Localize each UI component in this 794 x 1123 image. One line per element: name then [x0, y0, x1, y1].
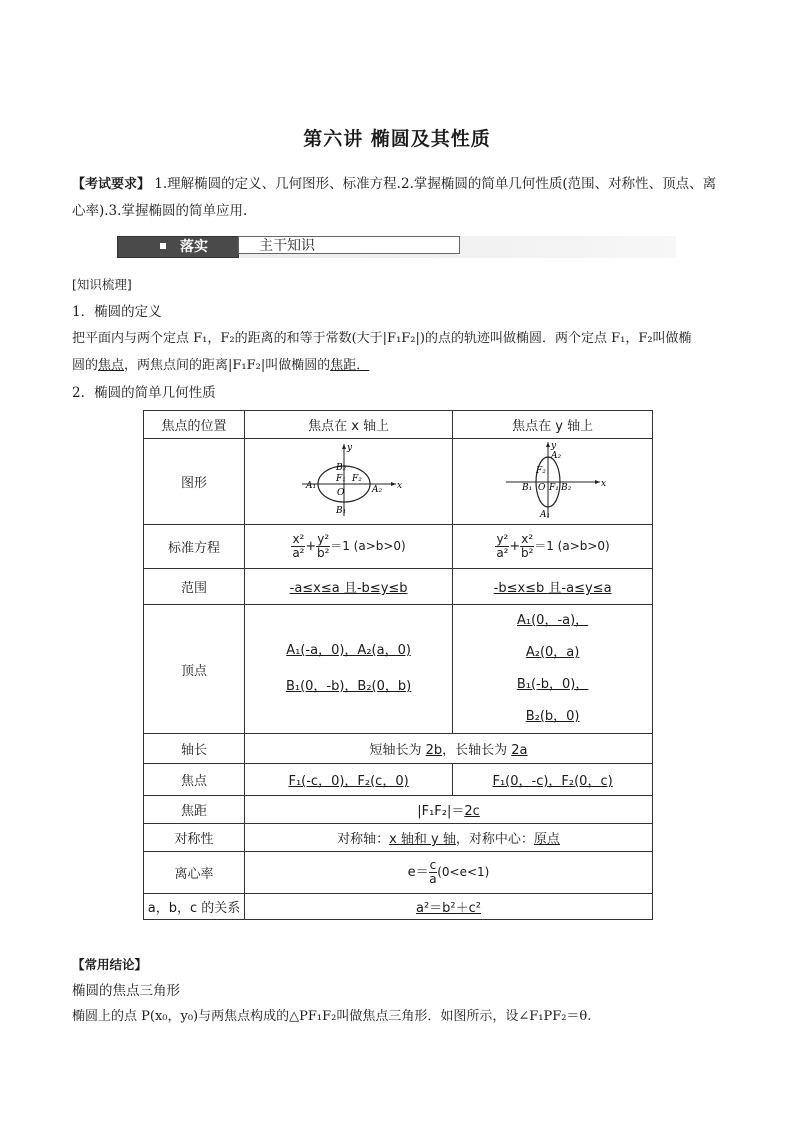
- symmetry-center: 原点: [533, 832, 560, 847]
- conclusion-heading-label: 【常用结论】: [72, 957, 148, 972]
- denominator: b²: [317, 546, 330, 560]
- range-y: [453, 569, 653, 605]
- requirements-label: 【考试要求】: [72, 177, 151, 192]
- row-label: 焦点: [144, 764, 245, 796]
- conclusion-line: 椭圆上的点 P(x₀，y₀)与两焦点构成的△PF₁F₂叫做焦点三角形．如图所示，设∠F₁PF₂＝θ.: [72, 1009, 592, 1024]
- knowledge-heading: [知识梳理]: [72, 277, 132, 292]
- row-label: 离心率: [144, 852, 245, 894]
- abc-relation-value: a²＝b²＋c²: [415, 901, 481, 916]
- row-label: 顶点: [144, 605, 245, 734]
- focal-distance-value: 2c: [464, 804, 480, 819]
- origin-label: O: [336, 487, 344, 498]
- def-text: ．: [356, 358, 370, 373]
- symmetry-axes: x 轴和 y 轴: [389, 832, 456, 847]
- vertex-a2: A₂(0，a): [525, 645, 580, 660]
- row-label: 标准方程: [144, 525, 245, 569]
- axis-label: y: [550, 440, 556, 451]
- equation-rhs: ＝1 (a>b>0): [330, 539, 406, 553]
- symmetry-text: ，对称中心：: [455, 832, 534, 847]
- axis-label: y: [346, 442, 352, 453]
- table-row: [144, 852, 653, 894]
- point-label: A₂: [371, 484, 382, 495]
- vertex-b2: B₂(b，0): [525, 709, 580, 724]
- table-row: [144, 525, 653, 569]
- eccentricity: [245, 852, 653, 894]
- table-row: [144, 411, 653, 439]
- point-label: F₂: [351, 473, 362, 484]
- definition-line2: [72, 356, 369, 376]
- foci-x: [245, 764, 453, 796]
- fraction: [495, 533, 509, 560]
- figure-vertical-ellipse: [453, 439, 653, 525]
- numerator: y²: [496, 532, 509, 546]
- vertices-x: [245, 605, 453, 734]
- axis-text: ，长轴长为: [442, 743, 512, 758]
- point-label: F₁: [335, 473, 346, 484]
- def-term-focus: 焦点: [98, 358, 125, 373]
- foci-y-value: F₁(0，-c)，F₂(0，c): [492, 774, 613, 789]
- eccentricity-range: (0<e<1): [437, 865, 490, 879]
- equation-x: $\frac{\text{x²}}{\text{a²}}$ + $\frac{\text{y²}}{\text{b²}}$ ＝1 (a>b>0): [245, 525, 453, 569]
- section-bar-left-label: 落实: [180, 239, 208, 255]
- section-bar-left: [117, 236, 239, 258]
- requirements-text: 1.理解椭圆的定义、几何图形、标准方程.2.掌握椭圆的简单几何性质(范围、对称性、顶点、离心率).3.掌握椭圆的简单应用.: [72, 176, 717, 219]
- denominator: a: [429, 872, 437, 886]
- point-label: A₁: [539, 509, 550, 520]
- vertical-ellipse-figure: [498, 440, 608, 520]
- square-icon: [160, 243, 166, 249]
- section-bar: [117, 236, 676, 258]
- point-label: B₁: [521, 482, 532, 493]
- row-label: 图形: [144, 439, 245, 525]
- point-label: B₁: [335, 505, 346, 516]
- vertices-b: B₁(0，-b)，B₂(0，b): [285, 679, 412, 694]
- def-text: 圆的: [72, 358, 99, 373]
- row-label: 对称性: [144, 824, 245, 852]
- header-cell: 焦点的位置: [144, 411, 245, 439]
- minor-axis-value: 2b: [425, 743, 443, 758]
- table-row: [144, 824, 653, 852]
- point-label: F₂: [535, 465, 546, 476]
- symmetry-text: 对称轴：: [337, 832, 390, 847]
- foci-y: [453, 764, 653, 796]
- axis-text: 短轴长为: [369, 743, 426, 758]
- focal-distance: [245, 796, 653, 824]
- denominator: b²: [521, 546, 534, 560]
- range-x: [245, 569, 453, 605]
- horizontal-ellipse-figure: [294, 440, 404, 520]
- vertex-b1: B₁(-b，0)，: [516, 677, 589, 692]
- symmetry: [245, 824, 653, 852]
- numerator: x²: [292, 532, 305, 546]
- numerator: x²: [521, 532, 534, 546]
- figure-horizontal-ellipse: [245, 439, 453, 525]
- point-label: A₂: [550, 450, 561, 461]
- table-row: [144, 605, 653, 734]
- def-text: ，两焦点间的距离|F₁F₂|叫做椭圆的: [124, 358, 331, 373]
- fraction: [520, 533, 534, 560]
- abc-relation: [245, 894, 653, 920]
- point-label: A₁: [305, 480, 316, 491]
- vertices-y: [453, 605, 653, 734]
- item2-title: 2．椭圆的简单几何性质: [72, 385, 216, 401]
- exam-requirements: [72, 171, 722, 224]
- row-label: 轴长: [144, 734, 245, 764]
- eccentricity-text: e＝: [407, 865, 429, 880]
- row-label: 焦距: [144, 796, 245, 824]
- definition-line1: 把平面内与两个定点 F₁，F₂的距离的和等于常数(大于|F₁F₂|)的点的轨迹叫做椭圆．两个定点 F₁，F₂叫做椭: [72, 331, 692, 346]
- conclusion-heading: [72, 955, 147, 975]
- def-term-focal-distance: 焦距: [330, 358, 357, 373]
- origin-label: O: [537, 482, 545, 493]
- header-cell: 焦点在 y 轴上: [453, 411, 653, 439]
- header-cell: 焦点在 x 轴上: [245, 411, 453, 439]
- major-axis-value: 2a: [511, 743, 528, 758]
- item1-title: 1．椭圆的定义: [72, 304, 162, 320]
- table-row: [144, 734, 653, 764]
- table-row: [144, 569, 653, 605]
- table-row: [144, 764, 653, 796]
- section-bar-right: 主干知识: [238, 236, 460, 254]
- table-row: [144, 894, 653, 920]
- table-row: [144, 439, 653, 525]
- fraction: [429, 859, 438, 886]
- equation-rhs: ＝1 (a>b>0): [534, 539, 610, 553]
- row-label: a，b，c 的关系: [144, 894, 245, 920]
- range-x-value: -a≤x≤a 且-b≤y≤b: [289, 581, 408, 596]
- point-label: B₂: [335, 462, 346, 473]
- vertex-a1: A₁(0，-a)，: [517, 613, 589, 628]
- numerator: y²: [317, 532, 330, 546]
- denominator: a²: [292, 546, 305, 560]
- row-label: 范围: [144, 569, 245, 605]
- table-row: [144, 796, 653, 824]
- axis-label: x: [600, 478, 606, 489]
- conclusion-subtitle: 椭圆的焦点三角形: [72, 983, 180, 999]
- numerator: c: [429, 858, 437, 872]
- foci-x-value: F₁(-c，0)，F₂(c，0): [288, 774, 409, 789]
- properties-table: [143, 410, 653, 920]
- page-title: 第六讲 椭圆及其性质: [303, 128, 491, 150]
- axis-lengths: [245, 734, 653, 764]
- equation-y: $\frac{\text{y²}}{\text{a²}}$ + $\frac{\text{x²}}{\text{b²}}$ ＝1 (a>b>0): [453, 525, 653, 569]
- range-y-value: -b≤x≤b 且-a≤y≤a: [493, 581, 612, 596]
- point-label: B₂: [560, 482, 571, 493]
- denominator: a²: [496, 546, 509, 560]
- point-label: F₁: [548, 482, 559, 493]
- vertices-a: A₁(-a，0)，A₂(a，0): [286, 643, 411, 658]
- fraction: [291, 533, 305, 560]
- axis-label: x: [396, 480, 402, 491]
- fraction: [316, 533, 330, 560]
- focal-distance-text: |F₁F₂|＝: [417, 804, 465, 819]
